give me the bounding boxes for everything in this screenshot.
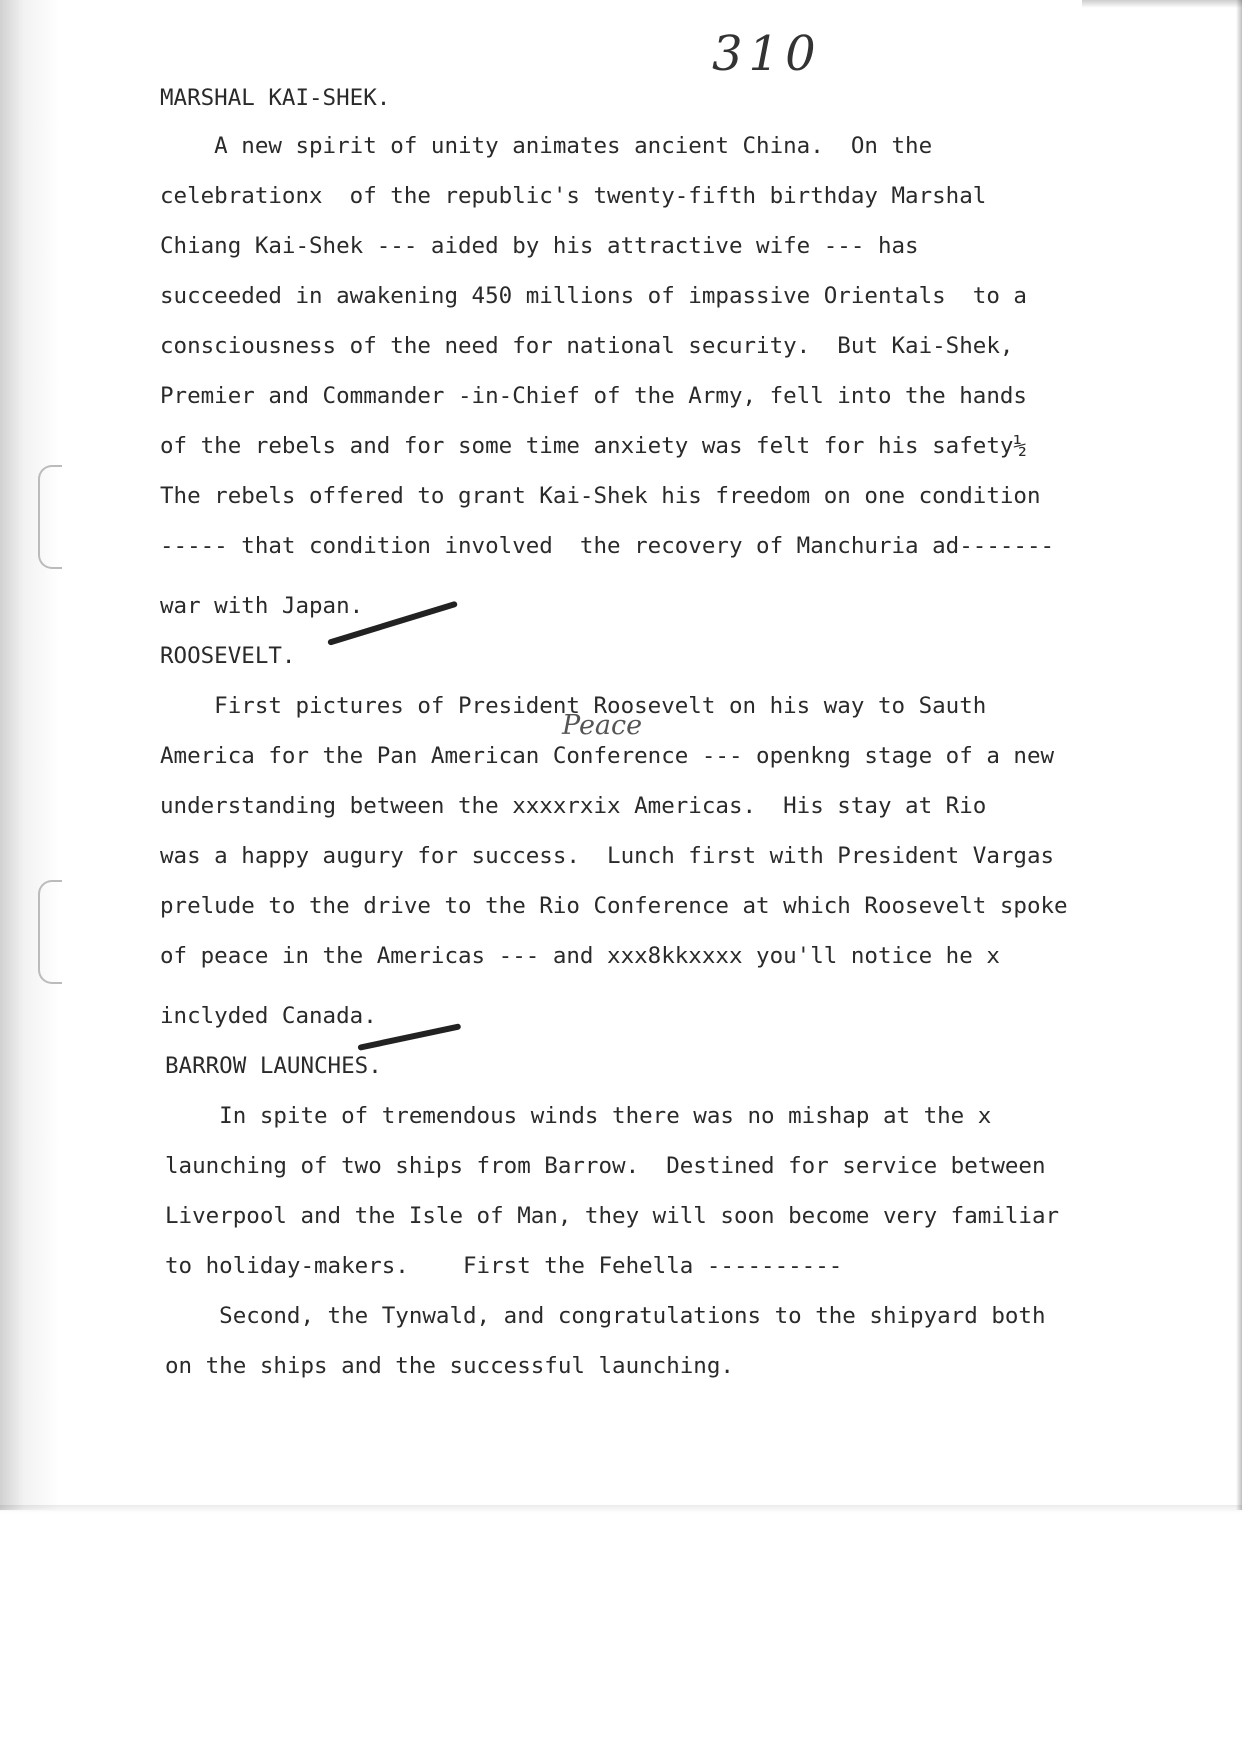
text-line: ----- that condition involved the recovery of Manchuria ad------- — [160, 533, 1055, 559]
text-line: of the rebels and for some time anxiety was felt for his safety½ — [160, 433, 1027, 459]
text-line: celebrationx of the republic's twenty-fifth birthday Marshal — [160, 183, 987, 209]
section-heading: ROOSEVELT. — [160, 643, 296, 669]
text-line: prelude to the drive to the Rio Conference at which Roosevelt spoke — [160, 893, 1068, 919]
text-line: of peace in the Americas --- and xxx8kkxxxx you'll notice he x — [160, 943, 1000, 969]
text-line: A new spirit of unity animates ancient China. On the — [160, 133, 933, 159]
text-line: First pictures of President Roosevelt on his way to Sauth — [160, 693, 987, 719]
paper-edge-top — [1082, 0, 1242, 8]
text-line: Second, the Tynwald, and congratulations to the shipyard both — [165, 1303, 1046, 1329]
handwritten-insertion: Peace — [562, 710, 643, 741]
paper-shadow — [0, 0, 60, 1510]
paper-edge — [1236, 0, 1242, 1510]
section-heading: MARSHAL KAI-SHEK. — [160, 85, 391, 111]
text-line: America for the Pan American Conference --- openkng stage of a new — [160, 743, 1055, 769]
margin-bracket-mark — [38, 465, 62, 569]
text-line: In spite of tremendous winds there was no mishap at the x — [165, 1103, 992, 1129]
text-line: war with Japan. — [160, 593, 364, 619]
text-line: Premier and Commander -in-Chief of the Army, fell into the hands — [160, 383, 1027, 409]
text-line: consciousness of the need for national security. But Kai-Shek, — [160, 333, 1014, 359]
text-line: Chiang Kai-Shek --- aided by his attractive wife --- has — [160, 233, 919, 259]
text-line: launching of two ships from Barrow. Destined for service between — [165, 1153, 1046, 1179]
text-line: succeeded in awakening 450 millions of impassive Orientals to a — [160, 283, 1027, 309]
text-line: to holiday-makers. First the Fehella ---------- — [165, 1253, 843, 1279]
section-heading: BARROW LAUNCHES. — [165, 1053, 382, 1079]
text-line: The rebels offered to grant Kai-Shek his freedom on one condition — [160, 483, 1041, 509]
text-line: was a happy augury for success. Lunch first with President Vargas — [160, 843, 1055, 869]
page-number: 310 — [712, 26, 822, 82]
text-line: on the ships and the successful launching. — [165, 1353, 734, 1379]
paper-edge-bottom — [0, 1505, 1242, 1513]
margin-bracket-mark — [38, 880, 62, 984]
text-line: Liverpool and the Isle of Man, they will soon become very familiar — [165, 1203, 1060, 1229]
text-line: understanding between the xxxxrxix Americas. His stay at Rio — [160, 793, 987, 819]
text-line: inclyded Canada. — [160, 1003, 377, 1029]
